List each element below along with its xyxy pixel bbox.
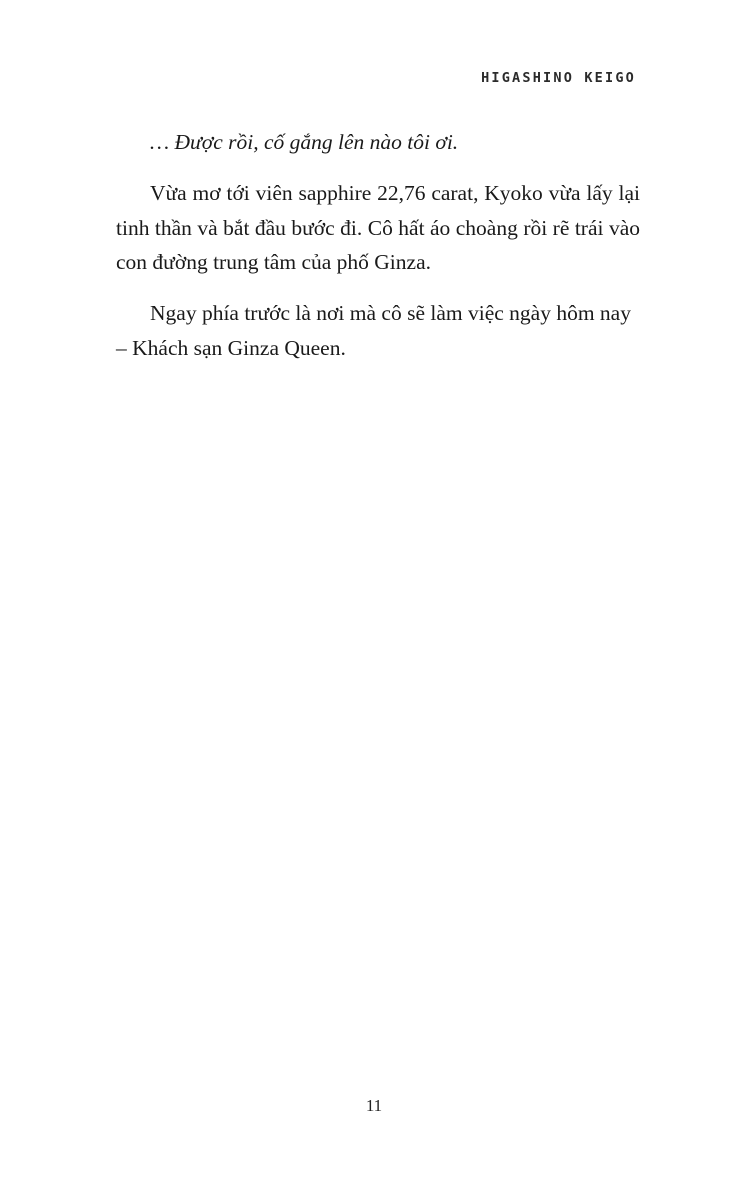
- body-text-block: [116, 125, 640, 366]
- page-number: 11: [365, 1096, 383, 1115]
- paragraph-body-2: Ngay phía trước là nơi mà cô sẽ làm việc ngày hôm nay – Khách sạn Ginza Queen.: [116, 301, 631, 361]
- paragraph-body-1: Vừa mơ tới viên sapphire 22,76 carat, Kyoko vừa lấy lại tinh thần và bắt đầu bước đi. Cô hất áo choàng rồi rẽ trái vào con đường trung tâm của phố Ginza.: [116, 180, 640, 275]
- paragraph-italic-aside: … Được rồi, cố gắng lên nào tôi ơi.: [150, 130, 459, 154]
- running-head: HIGASHINO KEIGO: [481, 70, 636, 86]
